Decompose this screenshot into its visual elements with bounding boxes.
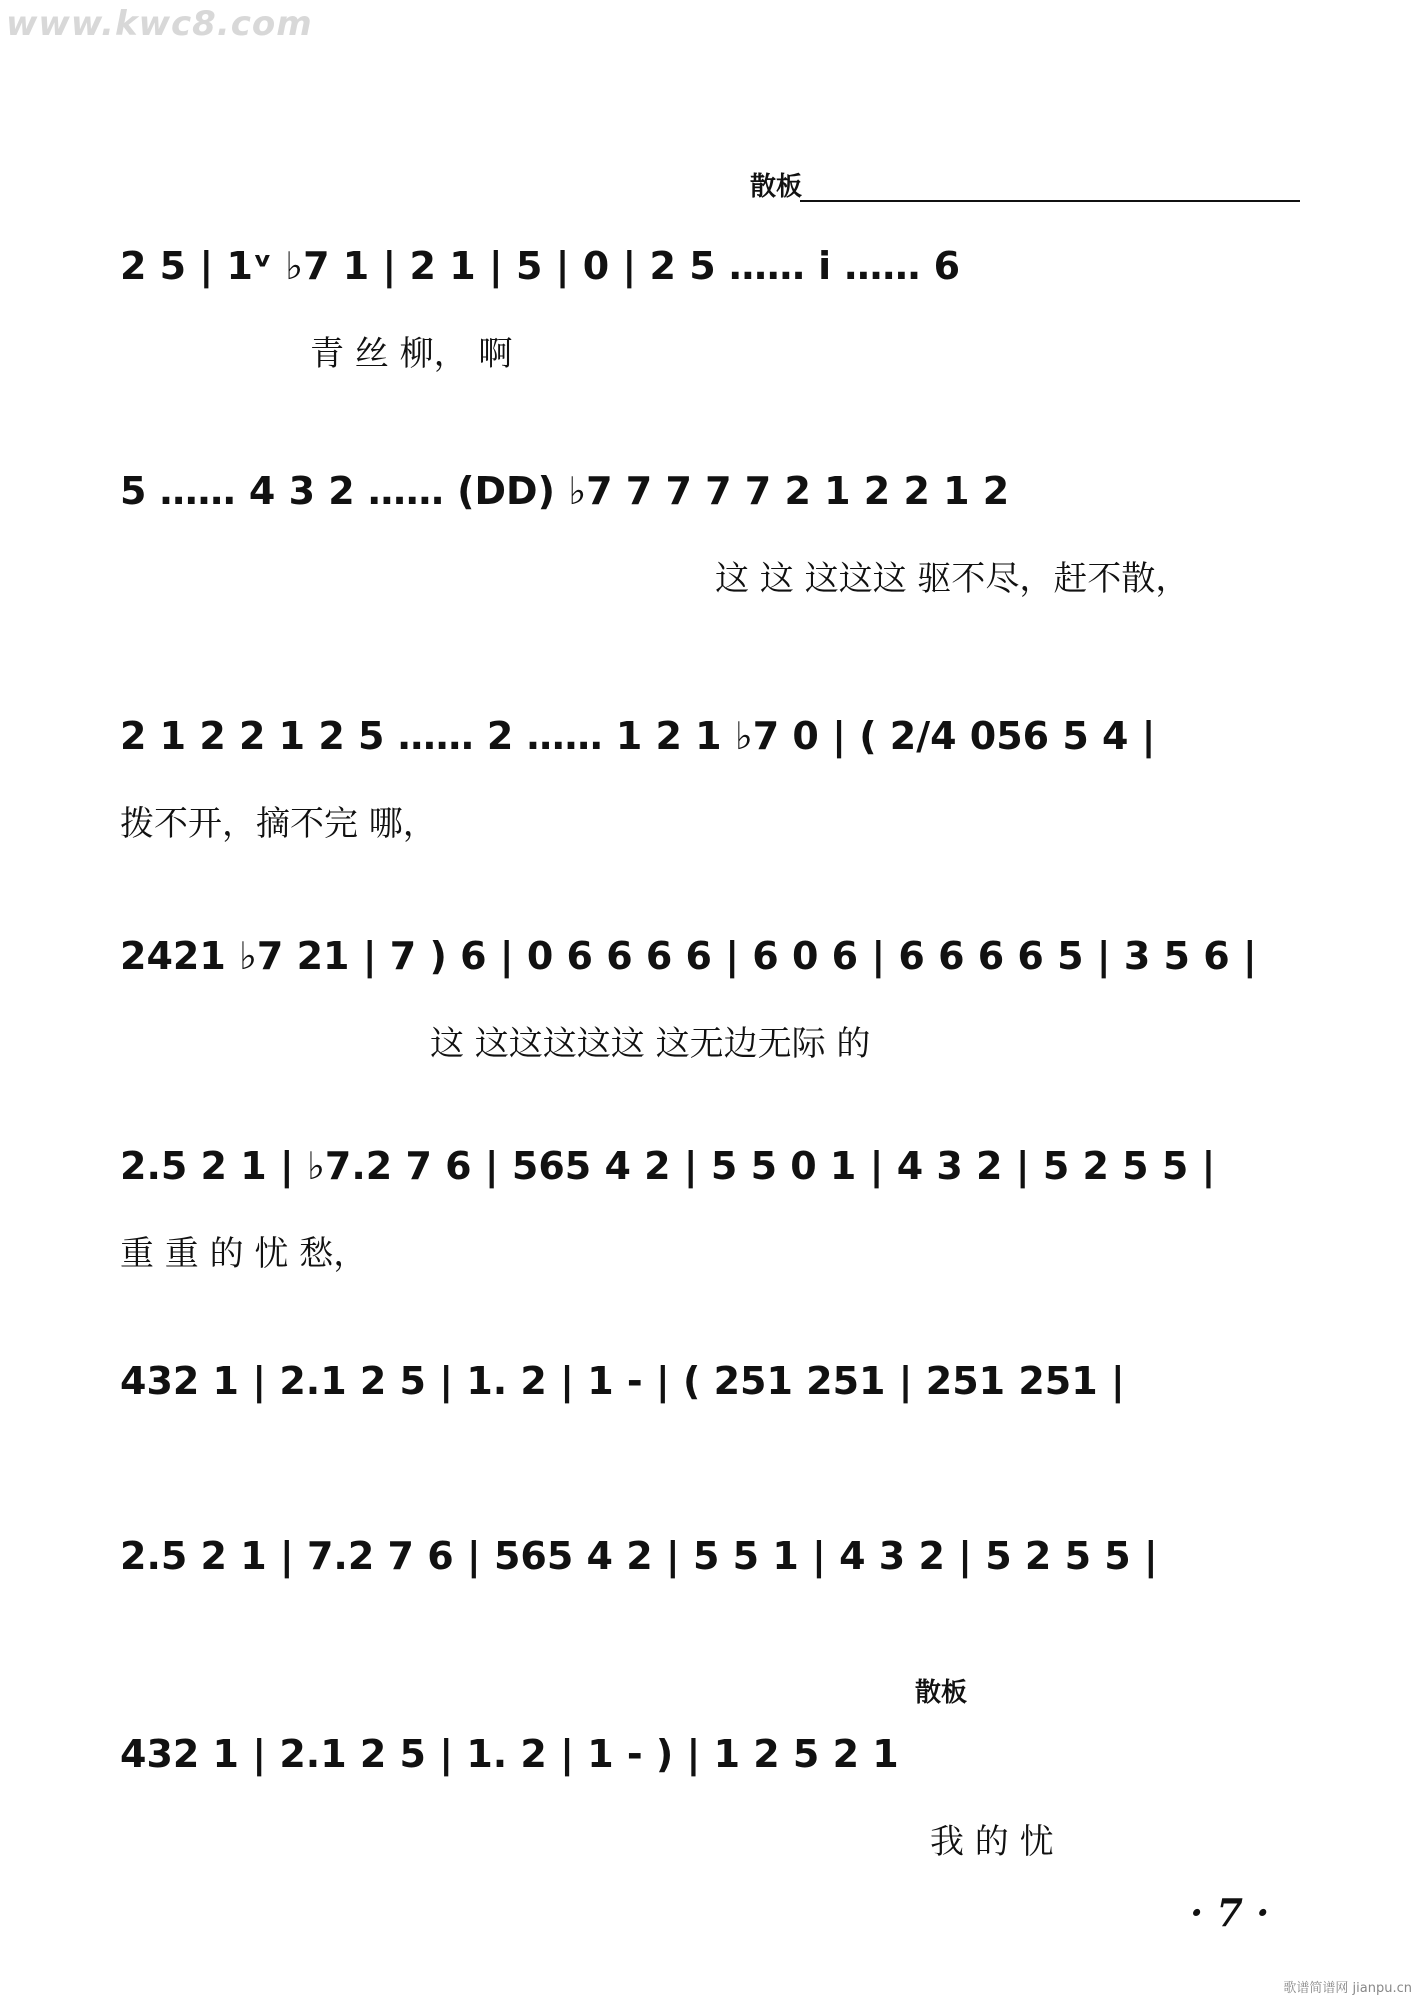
lyrics-line: 拨不开，摘不完 哪，	[120, 804, 437, 844]
lyrics-line: 重 重 的 忧 愁，	[120, 1234, 368, 1274]
system-5	[0, 1130, 1420, 1290]
system-6	[0, 1345, 1420, 1505]
tempo-mark-2: 散板	[915, 1678, 968, 1708]
notes-line: 5 …… 4 3 2 …… (DD) ♭7 7 7 7 7 2 1 2 2 1 2	[120, 469, 1010, 513]
system-1	[0, 230, 1420, 390]
notes-line: 2 5 | 1ᵛ ♭7 1 | 2 1 | 5 | 0 | 2 5 …… i̇ …… 6	[120, 244, 961, 288]
notes-line: 2421 ♭7 21 | 7 ) 6 | 0 6 6 6 6 | 6 0 6 | 6 6 6 6 5 | 3 5 6 |	[120, 934, 1257, 978]
notes-line: 2 1 2 2 1 2 5 …… 2 …… 1 2 1 ♭7 0 | ( 2/4 056 5 4 |	[120, 714, 1156, 758]
notes-line: 432 1 | 2.1 2 5 | 1. 2 | 1 - ) | 1 2 5 2 1	[120, 1732, 899, 1776]
notes-line: 432 1 | 2.1 2 5 | 1. 2 | 1 - | ( 251 251 | 251 251 |	[120, 1359, 1125, 1403]
system-3	[0, 700, 1420, 860]
lyrics-line: 我 的 忧	[930, 1822, 1054, 1862]
lyrics-line: 青 丝 柳， 啊	[310, 334, 513, 374]
lyrics-line: 这 这 这这这 驱不尽，赶不散，	[715, 559, 1190, 599]
system-2	[0, 455, 1420, 615]
tempo-mark-1: 散板	[750, 172, 803, 202]
system-4	[0, 920, 1420, 1080]
lyrics-line: 这 这这这这这 这无边无际 的	[430, 1024, 871, 1064]
notes-line: 2.5 2 1 | 7.2 7 6 | 565 4 2 | 5 5 1 | 4 3 2 | 5 2 5 5 |	[120, 1534, 1158, 1578]
tempo-extension-line	[800, 200, 1300, 202]
page-number: · 7 ·	[1190, 1890, 1270, 1935]
notes-line: 2.5 2 1 | ♭7.2 7 6 | 565 4 2 | 5 5 0 1 | 4 3 2 | 5 2 5 5 |	[120, 1144, 1216, 1188]
system-8	[0, 1718, 1420, 1878]
footer-site: 歌谱简谱网 jianpu.cn	[1283, 1981, 1412, 1996]
system-7	[0, 1520, 1420, 1680]
watermark: www.kwc8.com	[6, 4, 313, 44]
